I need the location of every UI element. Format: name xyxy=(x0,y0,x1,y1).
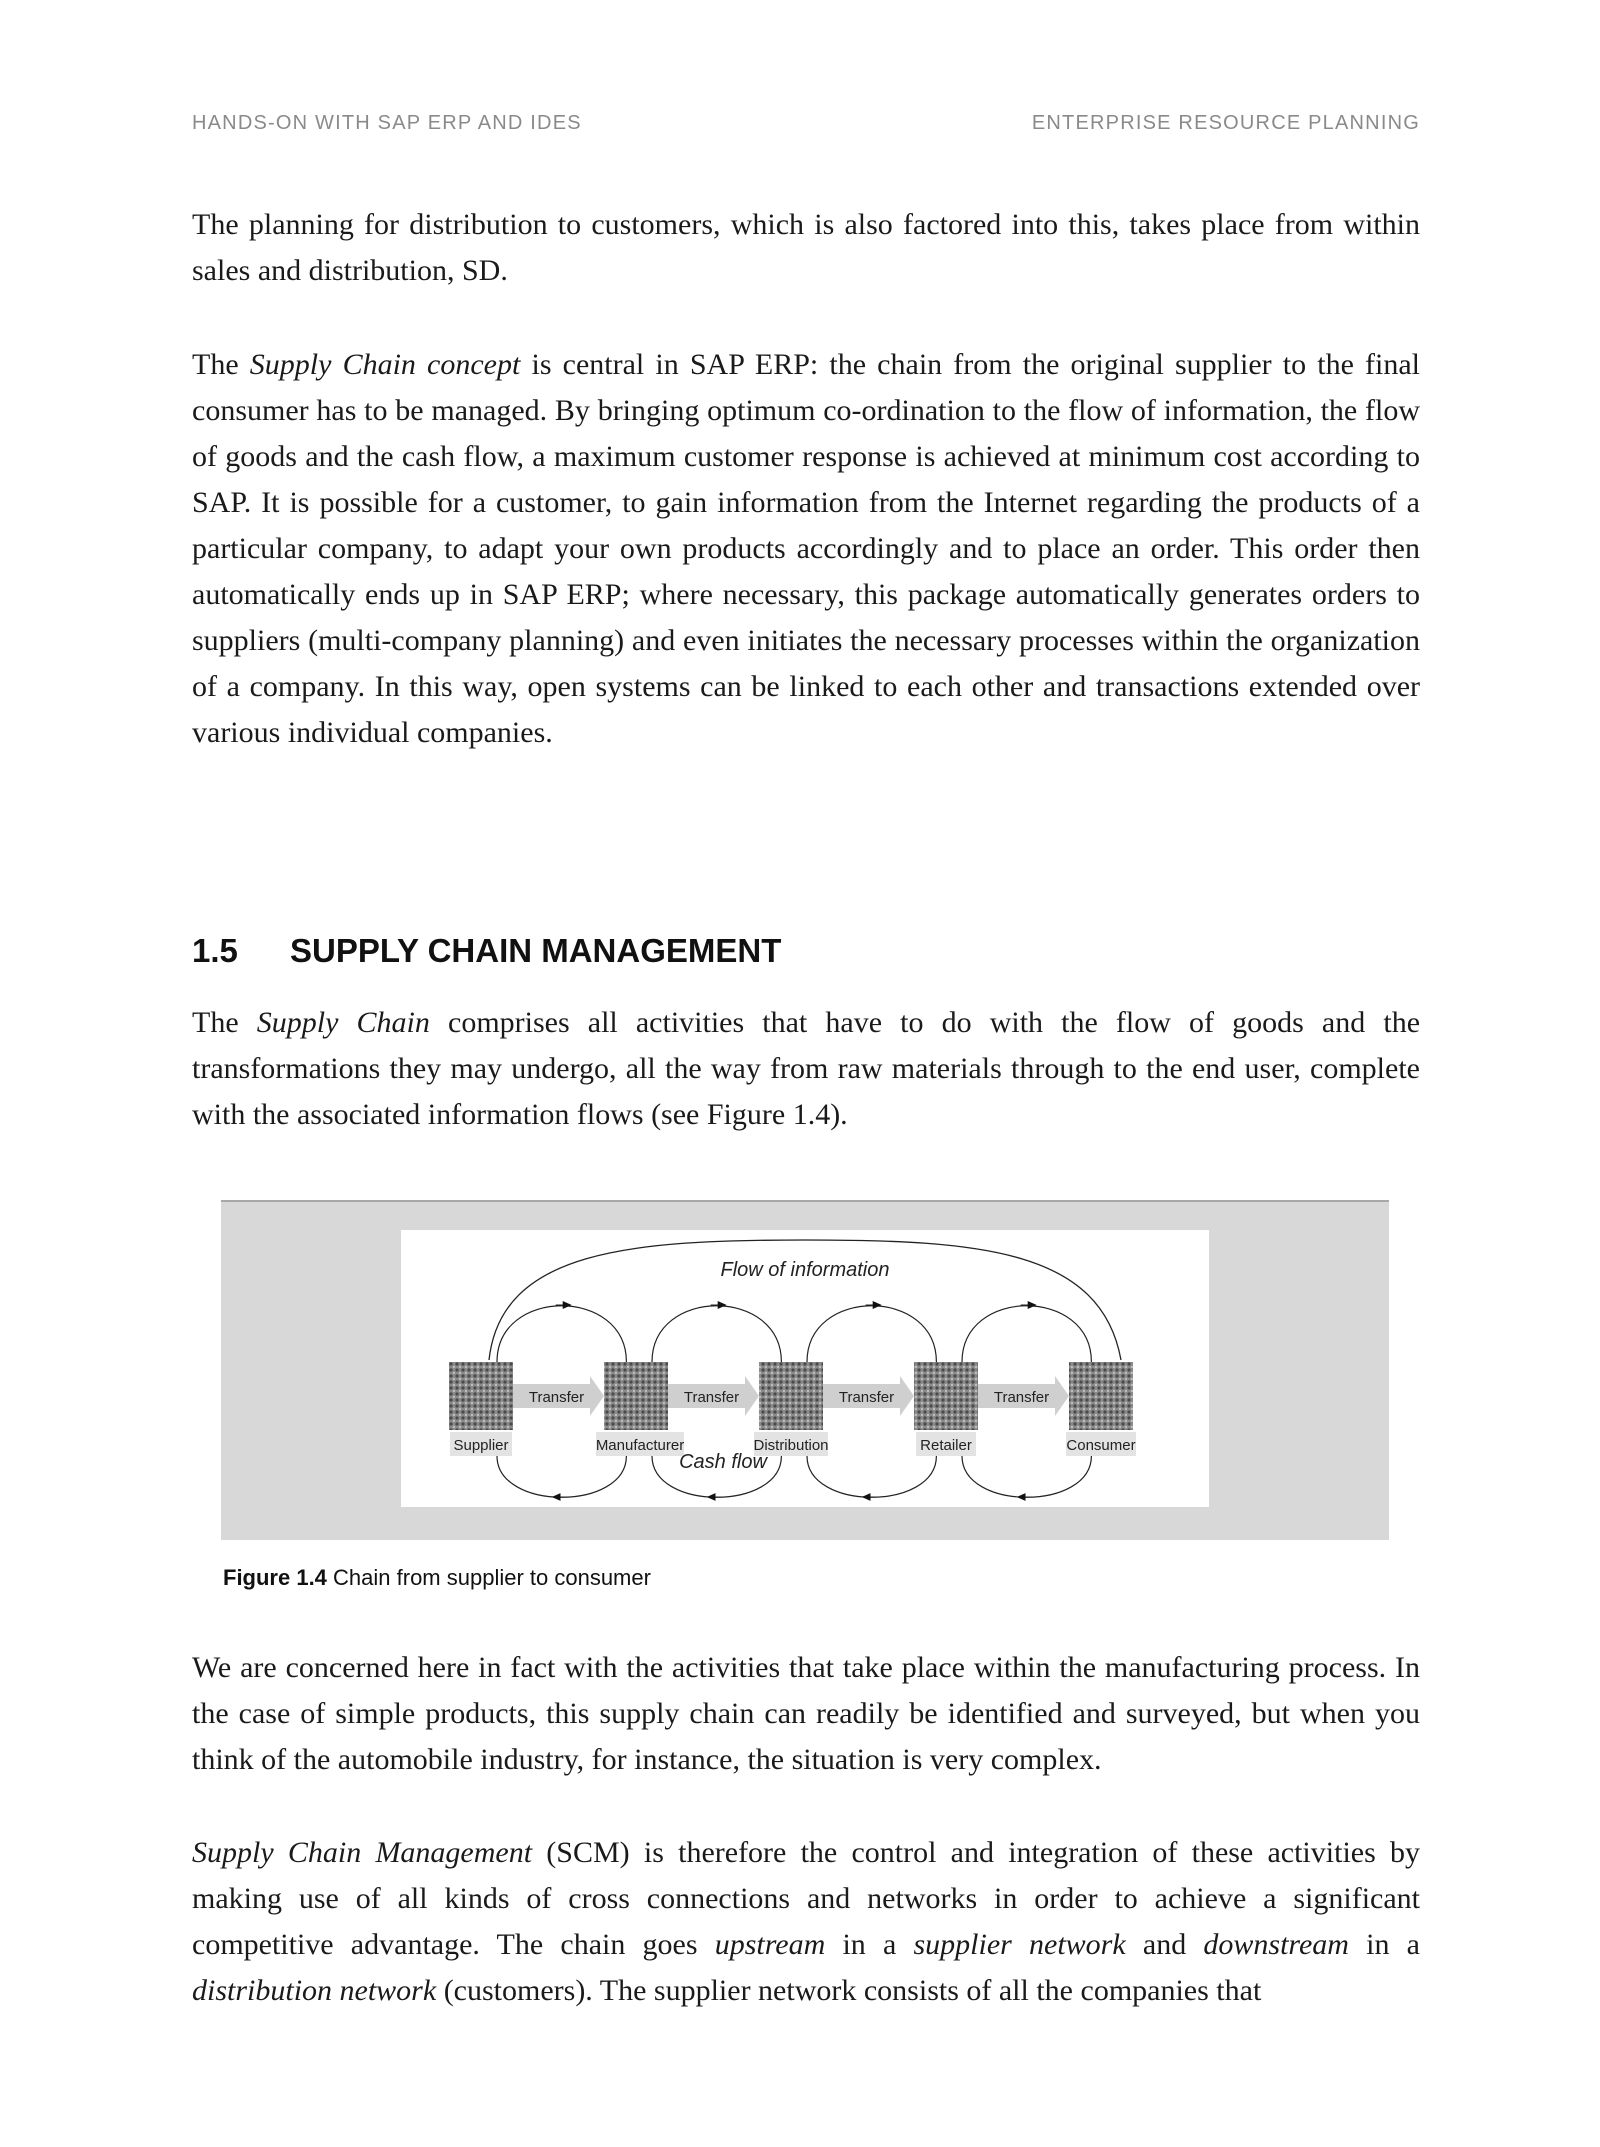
emphasis: downstream xyxy=(1203,1928,1349,1961)
node-photo-consumer xyxy=(1069,1362,1133,1430)
paragraph-supply-chain-concept xyxy=(192,342,1420,756)
text: comprises all activities that have to do with the flow of goods and the transformations they may undergo, all the way from raw materials through to the end user, complete with the associated information flows (see Figure 1.4). xyxy=(192,1006,1421,1131)
transfer-label: Transfer xyxy=(993,1389,1050,1406)
node-photo-supplier xyxy=(449,1362,513,1430)
figure-number: Figure 1.4 xyxy=(223,1565,327,1590)
node-label-supplier: Supplier xyxy=(453,1437,509,1454)
paragraph-sd-planning: The planning for distribution to customers, which is also factored into this, takes place from within sales and distribution, SD. xyxy=(192,208,1420,287)
goods-flow-arc xyxy=(652,1306,781,1362)
node-photo-manufacturer xyxy=(604,1362,668,1430)
supply-chain-diagram xyxy=(401,1230,1209,1507)
section-number: 1.5 xyxy=(192,932,238,969)
cash-flow-arc xyxy=(962,1456,1091,1497)
transfer-label: Transfer xyxy=(838,1389,895,1406)
text: is central in SAP ERP: the chain from the original supplier to the final consumer has to be managed. By bringing optimum co-ordination to the flow of information, the flow of goods and the cash flow, a maximum customer response is achieved at minimum cost according to SAP. It is possible for a customer, to gain information from the Internet regarding the products of a particular company, to adapt your own products accordingly and to place an order. This order then automatically ends up in SAP ERP; where necessary, this package automatically generates orders to suppliers (multi-company planning) and even initiates the necessary processes within the organization of a company. In this way, open systems can be linked to each other and transactions extended over various individual companies. xyxy=(192,348,1421,749)
emphasis: Supply Chain concept xyxy=(249,348,521,381)
section-title: SUPPLY CHAIN MANAGEMENT xyxy=(290,932,782,969)
cash-flow-arc xyxy=(807,1456,936,1497)
emphasis: distribution network xyxy=(192,1974,437,2007)
paragraph-manufacturing: We are concerned here in fact with the activities that take place within the manufacturing process. In the case of simple products, this supply chain can readily be identified and surveyed, but when you think of the automobile industry, for instance, the situation is very complex. xyxy=(192,1651,1420,1776)
text: and xyxy=(1125,1928,1204,1961)
goods-flow-arc xyxy=(807,1306,936,1362)
transfer-label: Transfer xyxy=(683,1389,740,1406)
transfer-label: Transfer xyxy=(528,1389,585,1406)
emphasis: supplier network xyxy=(913,1928,1126,1961)
info-flow-arc xyxy=(489,1240,1121,1360)
node-photo-distribution xyxy=(759,1362,823,1430)
text: The xyxy=(192,348,250,381)
node-label-retailer: Retailer xyxy=(920,1437,972,1454)
goods-flow-arc xyxy=(497,1306,626,1362)
goods-flow-arc xyxy=(962,1306,1091,1362)
figure-caption-text: Chain from supplier to consumer xyxy=(326,1565,651,1590)
figure-supply-chain xyxy=(221,1200,1389,1540)
paragraph-supply-chain-definition xyxy=(192,1000,1420,1138)
figure-caption xyxy=(223,1565,651,1591)
paragraph-scm xyxy=(192,1830,1420,2014)
info-flow-label: Flow of information xyxy=(720,1259,890,1281)
node-label-distribution: Distribution xyxy=(753,1437,829,1454)
node-label-consumer: Consumer xyxy=(1066,1437,1136,1454)
cash-flow-arc xyxy=(497,1456,626,1497)
emphasis: Supply Chain xyxy=(256,1006,430,1039)
running-header-left: HANDS-ON WITH SAP ERP AND IDES xyxy=(192,112,582,134)
node-photo-retailer xyxy=(914,1362,978,1430)
emphasis: Supply Chain Management xyxy=(192,1836,533,1869)
cash-flow-label: Cash flow xyxy=(679,1451,767,1473)
figure-panel xyxy=(401,1230,1209,1507)
section-heading xyxy=(192,932,781,970)
text: (customers). The supplier network consists of all the companies that xyxy=(436,1974,1262,2007)
text: in a xyxy=(825,1928,914,1961)
running-header-right: ENTERPRISE RESOURCE PLANNING xyxy=(1031,112,1420,134)
node-label-manufacturer: Manufacturer xyxy=(595,1437,685,1454)
text: in a xyxy=(1348,1928,1420,1961)
emphasis: upstream xyxy=(714,1928,826,1961)
text: (SCM) is therefore the control and integration of these activities by making use of all kinds of cross connections and networks in order to achieve a significant competitive advantage. The chain goes xyxy=(192,1836,1420,1961)
text: The xyxy=(192,1006,257,1039)
